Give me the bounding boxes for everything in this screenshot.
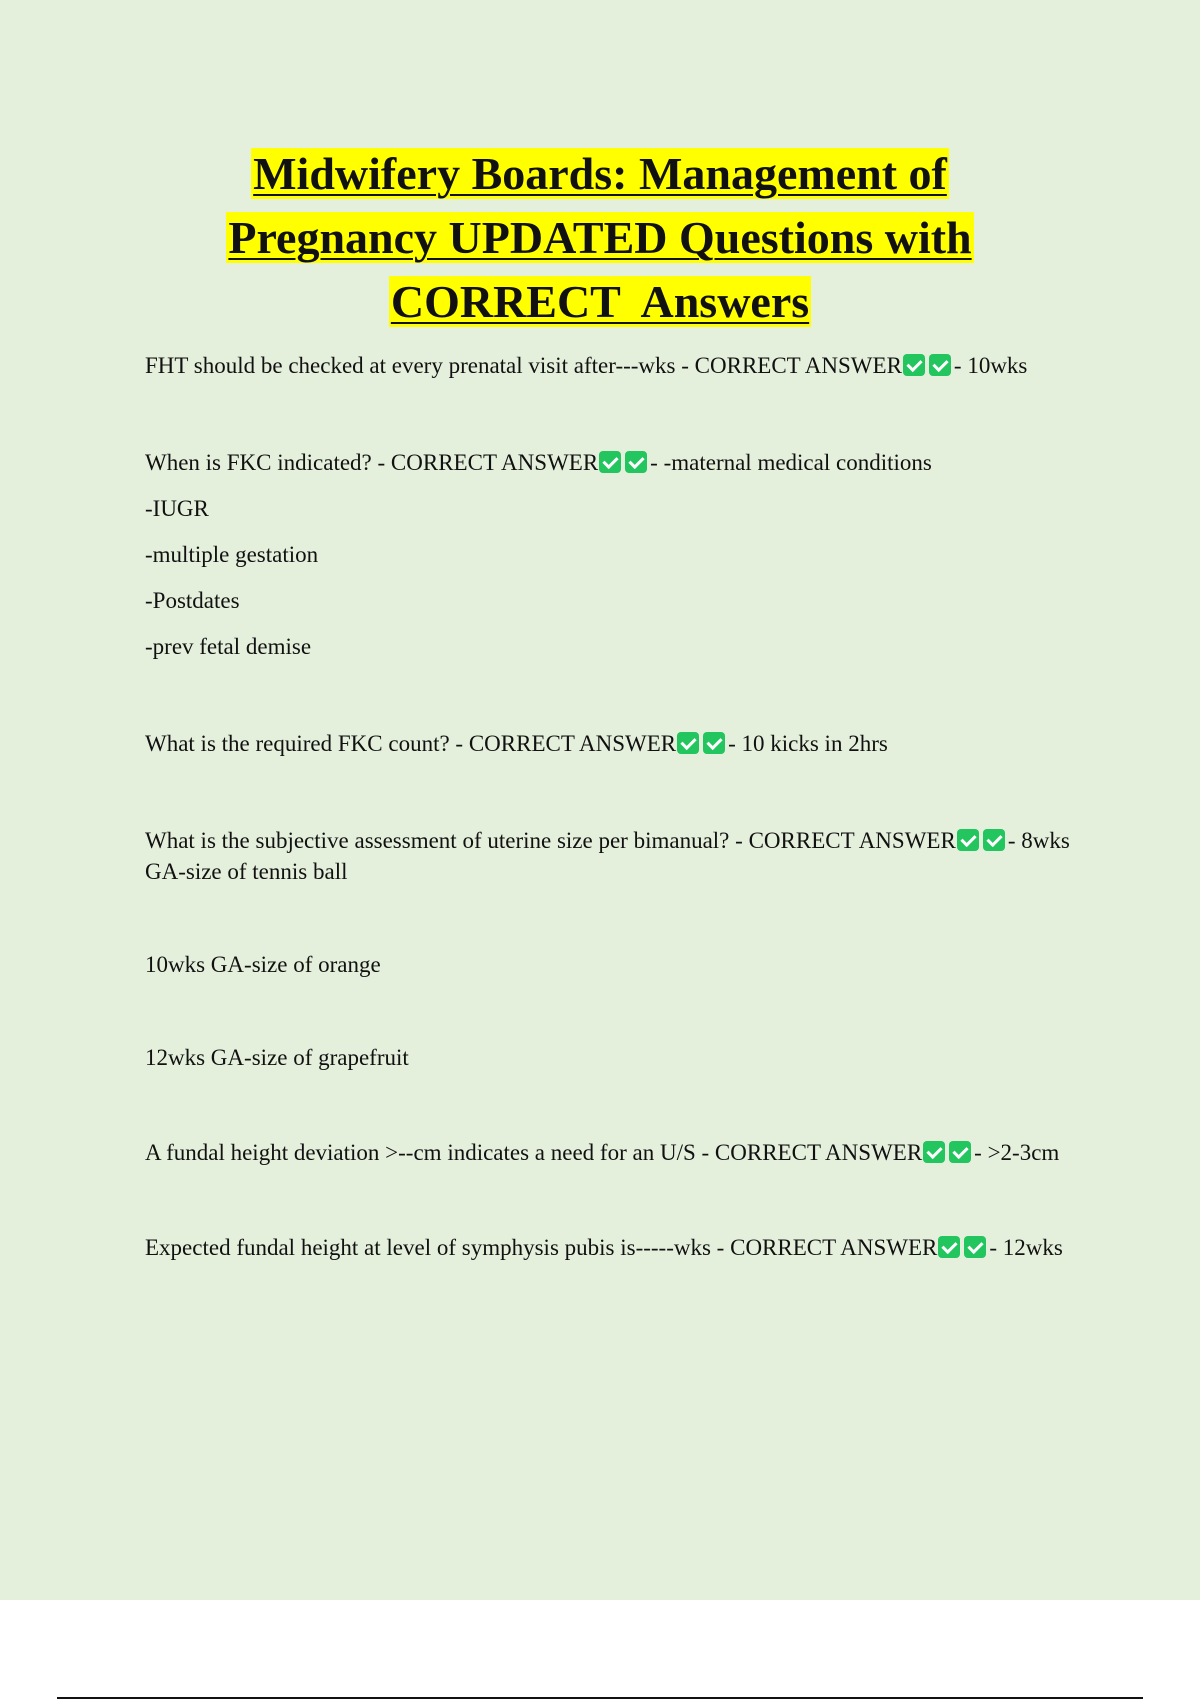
check-mark-icon [599,451,621,473]
answer-text: - 10wks [953,353,1028,378]
check-mark-icon [903,354,925,376]
answer-line: -Postdates [145,588,240,613]
check-mark-icon [929,354,951,376]
answer-line: -multiple gestation [145,542,319,567]
answer-text: - -maternal medical conditions [650,450,932,475]
answer-text: - 8wks GA-size of tennis ball [145,828,1070,884]
question-text: Expected fundal height at level of symphysis pubis is-----wks - [145,1235,731,1260]
answer-text: - 12wks [989,1235,1063,1260]
correct-answer-marker: CORRECT ANSWER [714,1140,923,1165]
correct-answer-marker: CORRECT ANSWER [468,731,677,756]
qa-item-1 [145,350,1090,381]
question-text: 12wks GA-size of grapefruit [145,1045,409,1070]
check-mark-icon [923,1141,945,1163]
question-text: 10wks GA-size of orange [145,952,381,977]
check-mark-icon [949,1141,971,1163]
qa-list [145,350,1090,1263]
correct-answer-marker: CORRECT ANSWER [694,353,902,378]
check-mark-icon [983,829,1005,851]
title-line-1: Midwifery Boards: Management of [253,148,947,199]
check-mark-icon [938,1236,960,1258]
qa-item-3 [145,728,1090,759]
qa-item-2 [145,447,1090,478]
qa-item-8 [145,1232,1090,1263]
answer-text: - >2-3cm [974,1140,1060,1165]
qa-item-5 [145,949,1090,980]
check-mark-icon [625,451,647,473]
qa-item-7 [145,1137,1090,1168]
title-line-2: Pregnancy UPDATED Questions with [228,212,972,263]
answer-text: - 10 kicks in 2hrs [728,731,888,756]
check-mark-icon [957,829,979,851]
correct-answer-marker: CORRECT ANSWER [748,828,956,853]
check-mark-icon [677,732,699,754]
check-mark-icon [703,732,725,754]
qa-item-6 [145,1042,1090,1073]
answer-line: -IUGR [145,496,209,521]
question-text: FHT should be checked at every prenatal visit after---wks - [145,353,695,378]
correct-answer-marker: CORRECT ANSWER [390,450,599,475]
footer-divider [57,1697,1143,1699]
answer-line: -prev fetal demise [145,634,312,659]
question-text: What is the required FKC count? - [145,731,469,756]
check-mark-icon [964,1236,986,1258]
correct-answer-marker: CORRECT ANSWER [730,1235,938,1260]
question-text: When is FKC indicated? - [145,450,391,475]
title-line-3: CORRECT Answers [390,276,810,327]
qa-item-4 [145,825,1090,887]
document-title [0,142,1200,334]
question-text: What is the subjective assessment of uterine size per bimanual? - [145,828,749,853]
question-text: A fundal height deviation >--cm indicates a need for an U/S - [145,1140,715,1165]
